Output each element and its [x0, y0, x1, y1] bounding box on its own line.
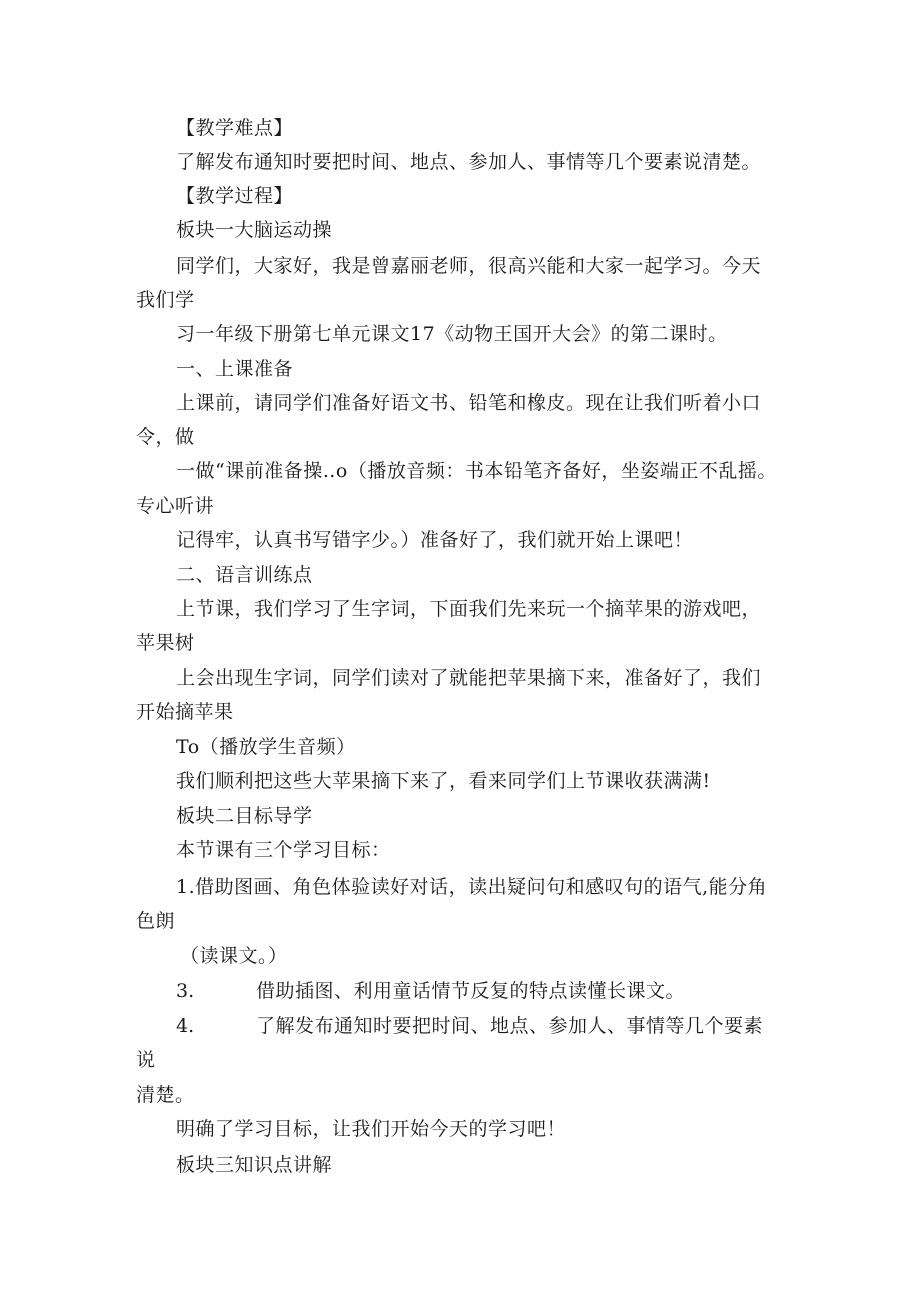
goal-1-line: （读课文。）: [180, 945, 288, 967]
goal-3-number: 3.: [176, 980, 195, 1002]
paragraph-line: To（播放学生音频）: [176, 736, 356, 758]
section1-title: 一、上课准备: [176, 358, 294, 380]
paragraph-line: 明确了学习目标，让我们开始今天的学习吧！: [176, 1118, 567, 1140]
block3-title: 板块三知识点讲解: [176, 1154, 333, 1176]
block2-title: 板块二目标导学: [176, 805, 313, 827]
paragraph-line: 开始摘苹果: [136, 701, 234, 723]
paragraph-line: 我们顺利把这些大苹果摘下来了，看来同学们上节课收获满满!: [176, 770, 711, 792]
heading-teaching-difficulty: 【教学难点】: [176, 117, 294, 139]
heading-teaching-process: 【教学过程】: [176, 185, 294, 207]
goal-1-line: 色朗: [136, 910, 176, 932]
goal-4-text: 了解发布通知时要把时间、地点、参加人、事情等几个要素: [256, 1015, 764, 1037]
goals-intro: 本节课有三个学习目标：: [176, 839, 391, 861]
goal-3-row: [176, 979, 736, 1003]
goal-4-row: [176, 1014, 796, 1038]
difficulty-text: 了解发布通知时要把时间、地点、参加人、事情等几个要素说清楚。: [176, 151, 762, 173]
paragraph-line: 同学们，大家好，我是曾嘉丽老师，很高兴能和大家一起学习。今天: [176, 255, 762, 277]
paragraph-line: 习一年级下册第七单元课文17《动物王国开大会》的第二课时。: [176, 323, 728, 345]
paragraph-line: 苹果树: [136, 632, 195, 654]
goal-3-text: 借助插图、利用童话情节反复的特点读懂长课文。: [256, 980, 686, 1002]
section2-title: 二、语言训练点: [176, 564, 313, 586]
paragraph-line: 一做“课前准备操‥o（播放音频：书本铅笔齐备好，坐姿端正不乱摇。: [176, 460, 777, 482]
goal-4-line: 清楚。: [136, 1084, 195, 1106]
block1-title: 板块一大脑运动操: [176, 219, 333, 241]
paragraph-line: 令，做: [136, 426, 195, 448]
paragraph-line: 上节课，我们学习了生字词，下面我们先来玩一个摘苹果的游戏吧，: [176, 598, 762, 620]
paragraph-line: 上会出现生字词，同学们读对了就能把苹果摘下来，准备好了，我们: [176, 667, 762, 689]
goal-4-line: 说: [136, 1049, 156, 1071]
paragraph-line: 记得牢，认真书写错字少。）准备好了，我们就开始上课吧！: [176, 529, 694, 551]
paragraph-line: 上课前，请同学们准备好语文书、铅笔和橡皮。现在让我们听着小口: [176, 392, 762, 414]
paragraph-line: 专心听讲: [136, 495, 215, 517]
goal-1-line: 1.借助图画、角色体验读好对话，读出疑问句和感叹句的语气,能分角: [176, 876, 768, 898]
goal-4-number: 4.: [176, 1015, 195, 1037]
paragraph-line: 我们学: [136, 289, 195, 311]
